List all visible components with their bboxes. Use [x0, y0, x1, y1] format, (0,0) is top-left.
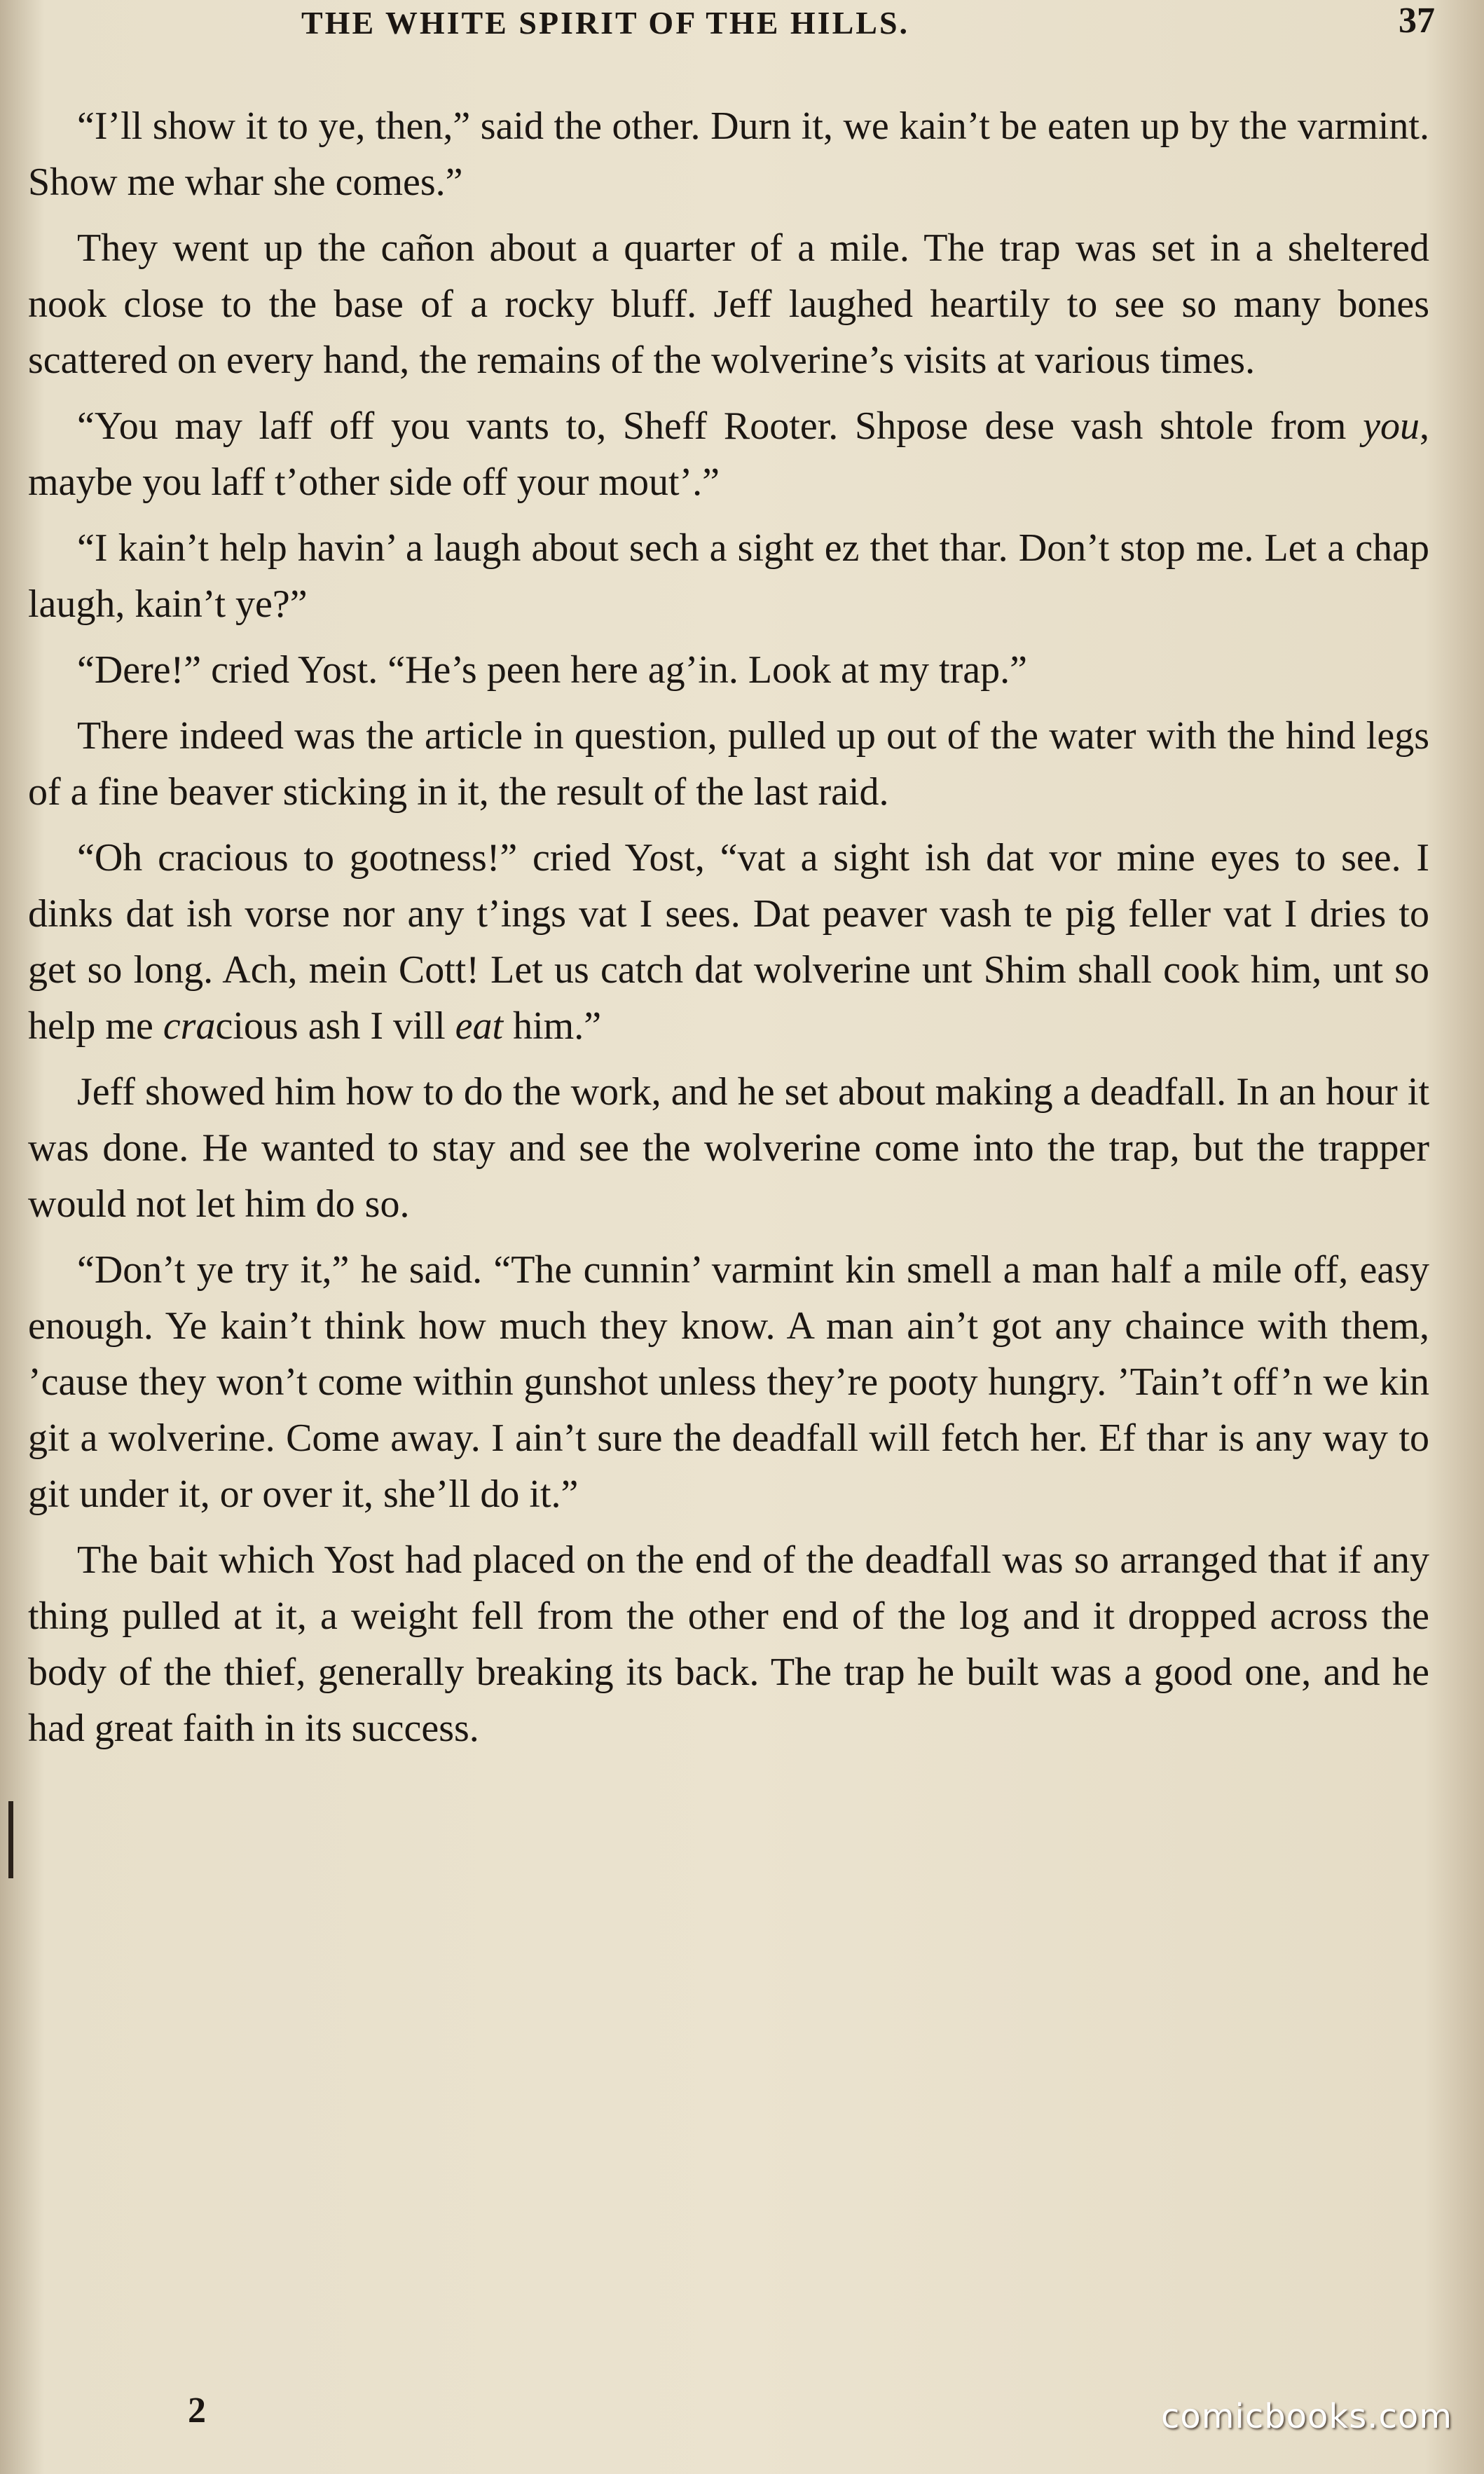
italic-text: cra [163, 1004, 216, 1048]
text-run: “Oh cracious to gootness!” cried Yost, “vat a sight ish dat vor mine eyes to see. I dinks dat ish vorse nor any t’ings vat I sees. Dat peaver vash te pig feller vat I dries to get so long. Ach, mein Cott! Let us catch dat wolverine unt Shim shall cook him, unt so help me [28, 836, 1429, 1048]
page-header [0, 0, 1484, 49]
text-run: “Don’t ye try it,” he said. “The cunnin’ varmint kin smell a man half a mile off, easy enough. Ye kain’t think how much they know. A man ain’t got any chaince with them, ’cause they won’t come within gunshot unless they’re pooty hungry. ’Tain’t off’n we kin git a wolverine. Come away. I ain’t sure the deadfall will fetch her. Ef thar is any way to git under it, or over it, she’ll do it.” [28, 1248, 1429, 1516]
text-run: “You may laff off you vants to, Sheff Rooter. Shpose dese vash shtole from [77, 404, 1363, 448]
paragraph [28, 1532, 1429, 1756]
running-head: THE WHITE SPIRIT OF THE HILLS. [301, 5, 910, 41]
text-run: “I kain’t help havin’ a laugh about sech a sight ez thet thar. Don’t stop me. Let a chap laugh, kain’t ye?” [28, 526, 1429, 626]
paragraph [28, 1064, 1429, 1232]
body-text [28, 98, 1429, 1766]
text-run: “I’ll show it to ye, then,” said the other. Durn it, we kain’t be eaten up by the varmint. Show me whar she comes.” [28, 104, 1429, 204]
paragraph [28, 1242, 1429, 1522]
paragraph [28, 642, 1429, 698]
paragraph [28, 830, 1429, 1054]
text-run: him.” [503, 1004, 602, 1048]
paragraph [28, 708, 1429, 820]
italic-text: you [1363, 404, 1420, 448]
text-run: , maybe you laff t’other side off your mout’.” [28, 404, 1429, 504]
paragraph [28, 220, 1429, 388]
watermark: comicbooks.com [1160, 2397, 1452, 2436]
page-number: 37 [1399, 1, 1435, 41]
text-run: “Dere!” cried Yost. “He’s peen here ag’in. Look at my trap.” [77, 648, 1027, 692]
text-run: There indeed was the article in question, pulled up out of the water with the hind legs of a fine beaver sticking in it, the result of the last raid. [28, 714, 1429, 814]
paragraph [28, 98, 1429, 210]
text-run: They went up the cañon about a quarter of a mile. The trap was set in a sheltered nook close to the base of a rocky bluff. Jeff laughed heartily to see so many bones scattered on every hand, the remains of the wolverine’s visits at various times. [28, 226, 1429, 382]
text-run: Jeff showed him how to do the work, and he set about making a deadfall. In an hour it was done. He wanted to stay and see the wolverine come into the trap, but the trapper would not let him do so. [28, 1070, 1429, 1226]
signature-mark: 2 [188, 2391, 206, 2431]
margin-pencil-mark [8, 1801, 13, 1878]
paragraph [28, 398, 1429, 510]
text-run: cious ash I vill [215, 1004, 455, 1048]
italic-text: eat [455, 1004, 504, 1048]
text-run: The bait which Yost had placed on the end of the deadfall was so arranged that if any thing pulled at it, a weight fell from the other end of the log and it dropped across the body of the thief, generally breaking its back. The trap he built was a good one, and he had great faith in its success. [28, 1538, 1429, 1750]
paragraph [28, 520, 1429, 632]
